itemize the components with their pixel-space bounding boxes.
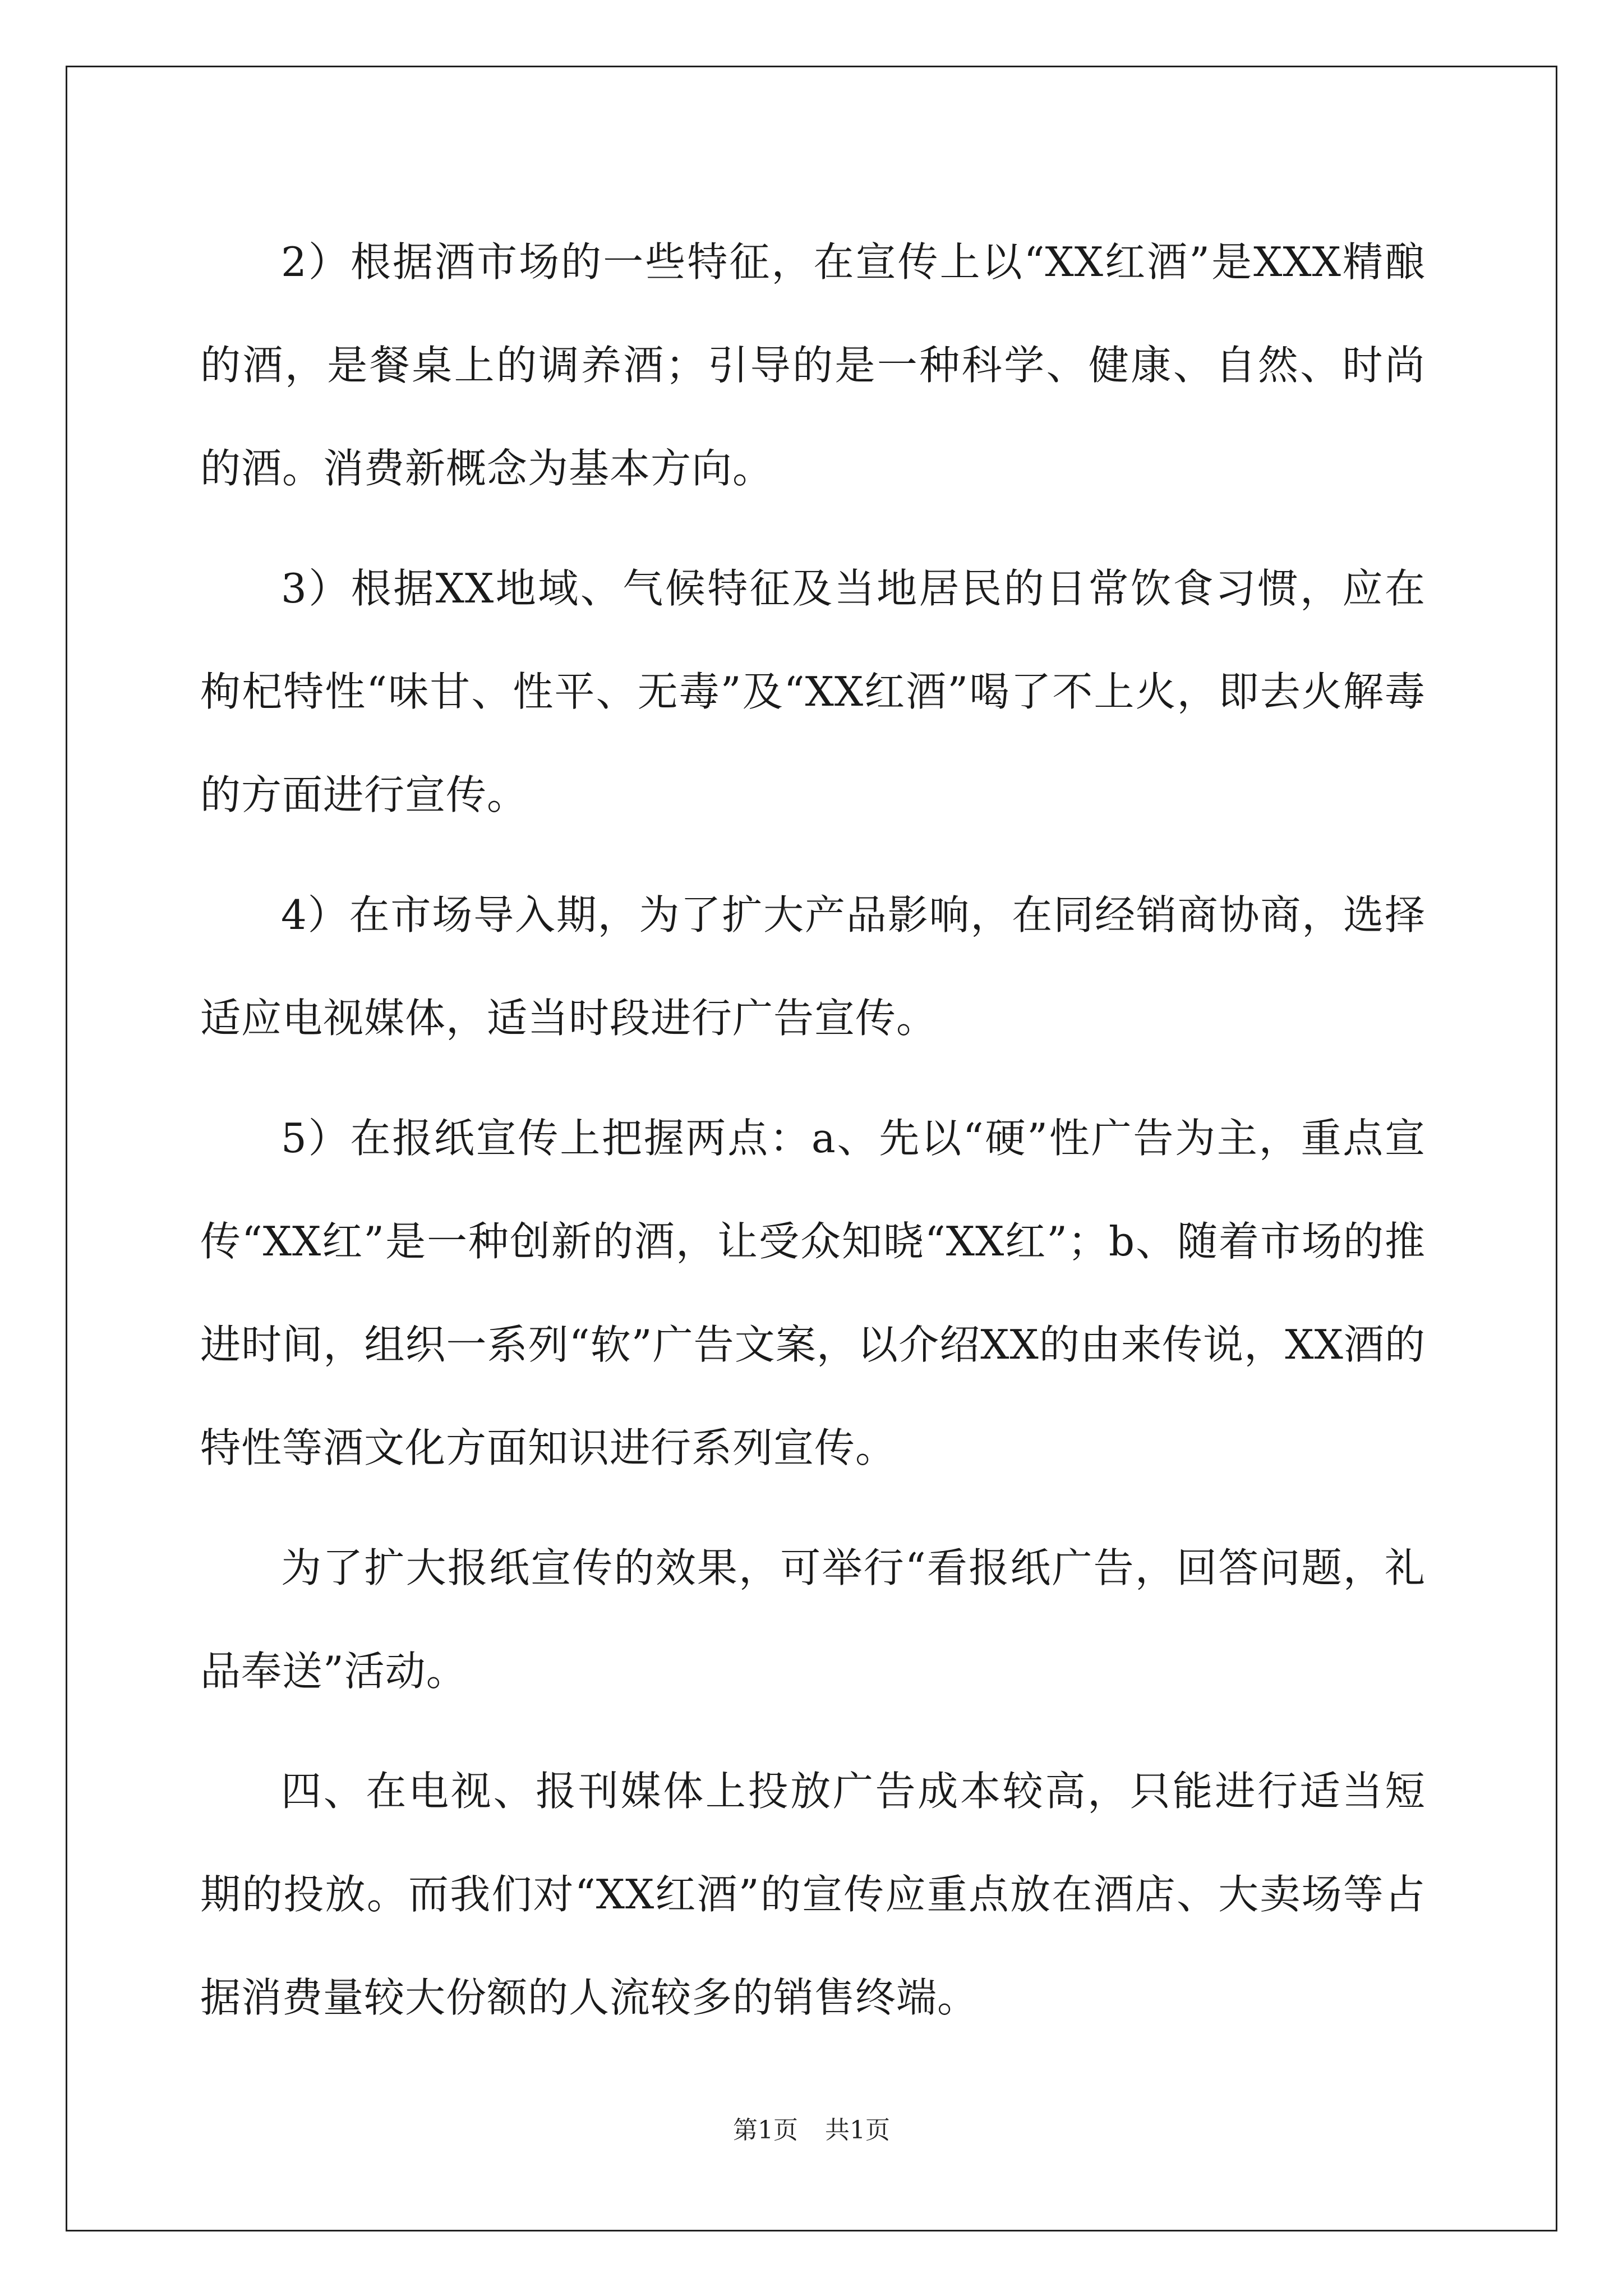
paragraph-3: 3）根据XX地域、气候特征及当地居民的日常饮食习惯，应在枸杞特性“味甘、性平、无毒”及“XX红酒”喝了不上火，即去火解毒的方面进行宣传。: [200, 565, 1426, 818]
paragraph-2: 2）根据酒市场的一些特征，在宣传上以“XX红酒”是XXX精酿的酒，是餐桌上的调养酒；引导的是一种科学、健康、自然、时尚的酒。消费新概念为基本方向。: [200, 238, 1426, 492]
paragraph-5: 5）在报纸宣传上把握两点：a、先以“硬”性广告为主，重点宣传“XX红”是一种创新的酒，让受众知晓“XX红”；b、随着市场的推进时间，组织一系列“软”广告文案，以介绍XX的由来传说，XX酒的特性等酒文化方面知识进行系列宣传。: [200, 1115, 1426, 1471]
page-footer: [0, 2114, 1623, 2147]
paragraph-newspaper-activity: 为了扩大报纸宣传的效果，可举行“看报纸广告，回答问题，礼品奉送”活动。: [200, 1544, 1426, 1695]
page-total: 共1页: [825, 2116, 890, 2145]
paragraph-section-four: 四、在电视、报刊媒体上投放广告成本较高，只能进行适当短期的投放。而我们对“XX红酒”的宣传应重点放在酒店、大卖场等占据消费量较大份额的人流较多的销售终端。: [200, 1768, 1426, 2021]
document-body: [200, 210, 1426, 2066]
page-number: 第1页: [733, 2116, 798, 2145]
paragraph-4: 4）在市场导入期，为了扩大产品影响，在同经销商协商，选择适应电视媒体，适当时段进行广告宣传。: [200, 891, 1426, 1042]
